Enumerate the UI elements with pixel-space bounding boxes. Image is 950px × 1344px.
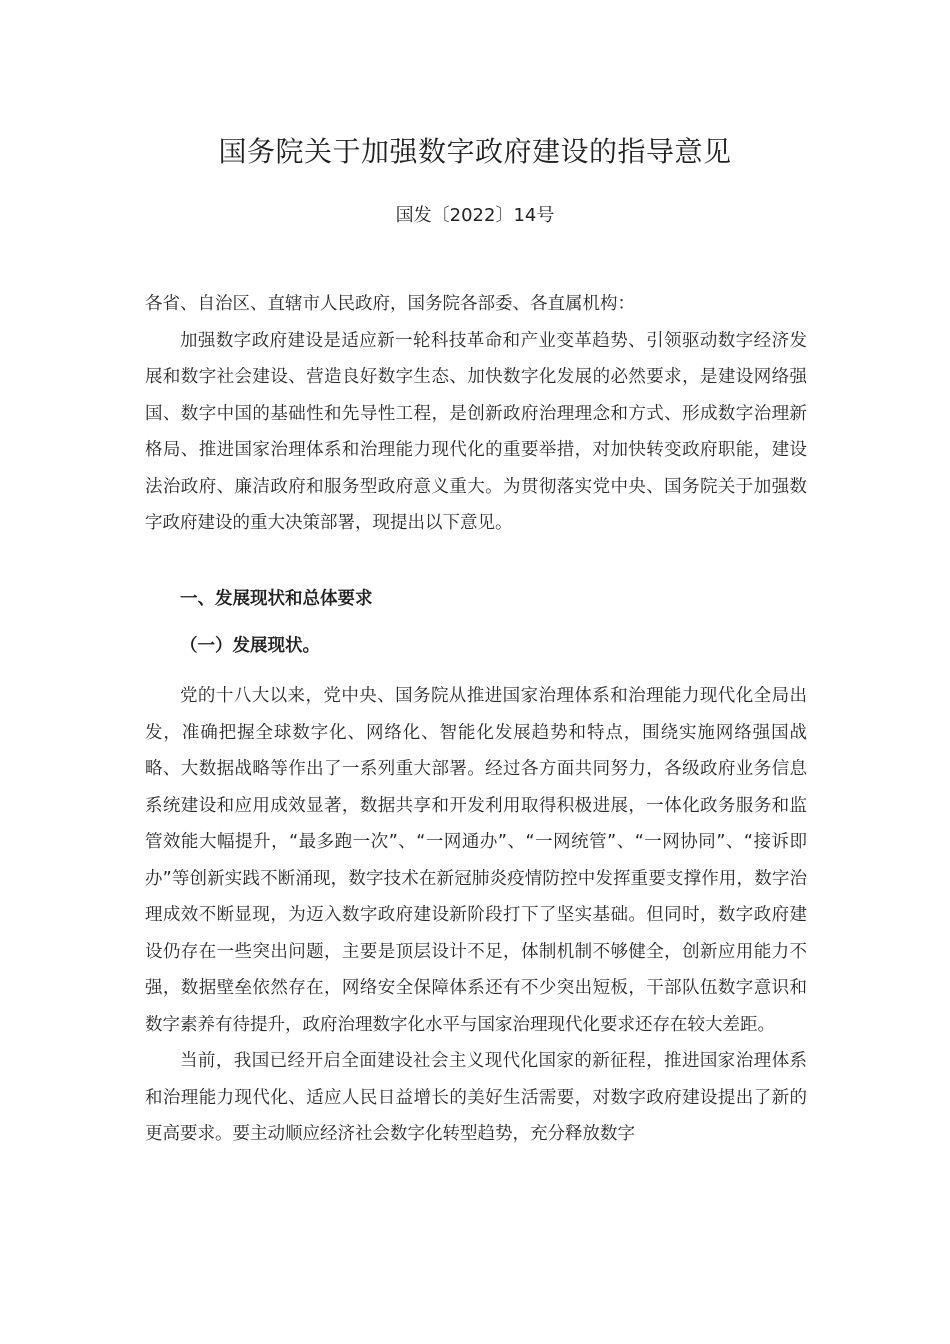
intro-paragraph: 加强数字政府建设是适应新一轮科技革命和产业变革趋势、引领驱动数字经济发展和数字社会建设、营造良好数字生态、加快数字化发展的必然要求，是建设网络强国、数字中国的基础性和先导性工程，是创新政府治理理念和方式、形成数字治理新格局、推进国家治理体系和治理能力现代化的重要举措，对加快转变政府职能，建设法治政府、廉洁政府和服务型政府意义重大。为贯彻落实党中央、国务院关于加强数字政府建设的重大决策部署，现提出以下意见。 [145,330,807,533]
section-heading-block [145,581,807,618]
section-heading: 一、发展现状和总体要求 [180,589,373,609]
document-title: 国务院关于加强数字政府建设的指导意见 [218,135,732,168]
document-body-main [145,678,807,1153]
document-number: 国发〔2022〕14号 [395,205,555,226]
current-paragraph: 当前，我国已经开启全面建设社会主义现代化国家的新征程，推进国家治理体系和治理能力现代化、适应人民日益增长的美好生活需要，对数字政府建设提出了新的更高要求。要主动顺应经济社会数字化转型趋势，充分释放数字 [145,1051,807,1144]
subsection-heading-block [145,628,807,665]
document-body-top [145,286,807,542]
subsection-heading: （一）发展现状。 [180,636,320,656]
salutation: 各省、自治区、直辖市人民政府，国务院各部委、各直属机构： [145,294,635,314]
status-paragraph: 党的十八大以来，党中央、国务院从推进国家治理体系和治理能力现代化全局出发，准确把握全球数字化、网络化、智能化发展趋势和特点，围绕实施网络强国战略、大数据战略等作出了一系列重大部署。经过各方面共同努力，各级政府业务信息系统建设和应用成效显著，数据共享和开发利用取得积极进展，一体化政务服务和监管效能大幅提升，“最多跑一次”、“一网通办”、“一网统管”、“一网协同”、“接诉即办”等创新实践不断涌现，数字技术在新冠肺炎疫情防控中发挥重要支撑作用，数字治理成效不断显现，为迈入数字政府建设新阶段打下了坚实基础。但同时，数字政府建设仍存在一些突出问题，主要是顶层设计不足，体制机制不够健全，创新应用能力不强，数据壁垒依然存在，网络安全保障体系还有不少突出短板，干部队伍数字意识和数字素养有待提升，政府治理数字化水平与国家治理现代化要求还存在较大差距。 [145,686,807,1035]
